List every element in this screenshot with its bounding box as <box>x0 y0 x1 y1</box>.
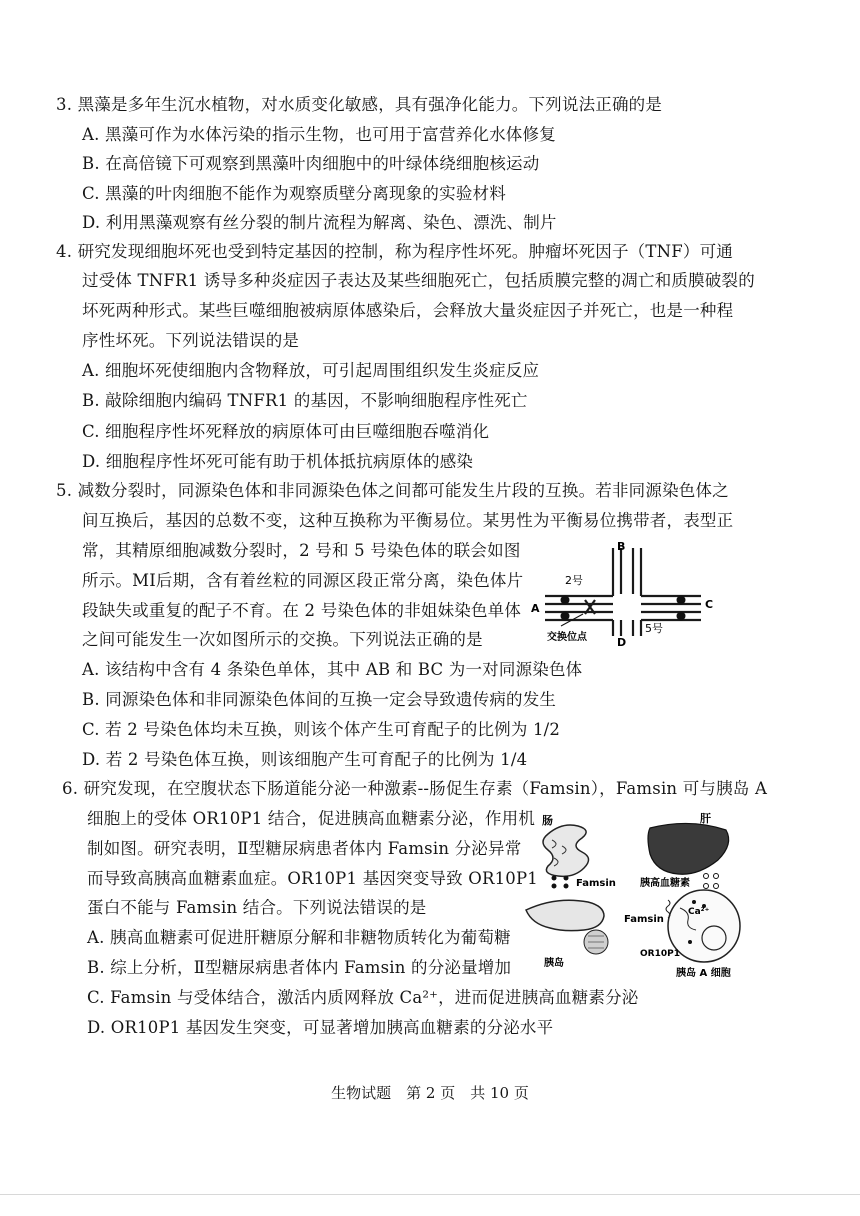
fig-label-chr2: 2号 <box>565 574 583 587</box>
q6-option-d: D. OR10P1 基因发生突变，可显著增加胰高血糖素的分泌水平 <box>87 1018 554 1037</box>
q5-option-a: A. 该结构中含有 4 条染色单体，其中 AB 和 BC 为一对同源染色体 <box>82 660 583 679</box>
bottom-divider <box>0 1194 860 1195</box>
q3-option-a: A. 黑藻可作为水体污染的指示生物，也可用于富营养化水体修复 <box>82 125 556 144</box>
glucagon-molecules <box>704 874 719 889</box>
fig-label-famsin-receptor-side: Famsin <box>624 914 664 925</box>
q6-stem-line4: 而导致高胰高血糖素血症。OR10P1 基因突变导致 OR10P1 <box>87 869 538 888</box>
q4-stem-line1: 4. 研究发现细胞坏死也受到特定基因的控制，称为程序性坏死。肿瘤坏死因子（TNF）可通 <box>56 242 733 261</box>
famsin-molecules <box>552 876 569 889</box>
q5-stem-line6: 之间可能发生一次如图所示的交换。下列说法正确的是 <box>82 630 483 649</box>
fig-label-b: B <box>617 540 626 553</box>
q4-option-a: A. 细胞坏死使细胞内含物释放，可引起周围组织发生炎症反应 <box>82 361 540 380</box>
fig-label-d: D <box>617 636 627 649</box>
fig-label-intestine: 肠 <box>542 814 553 827</box>
fig-label-a: A <box>531 602 540 615</box>
q6-stem-line3: 制如图。研究表明，Ⅱ型糖尿病患者体内 Famsin 分泌异常 <box>87 839 522 858</box>
q6-stem-line2: 细胞上的受体 OR10P1 结合，促进胰高血糖素分泌，作用机 <box>87 809 536 828</box>
q5-stem-line4: 所示。MI后期，含有着丝粒的同源区段正常分离，染色体片 <box>82 571 524 590</box>
q5-stem-line5: 段缺失或重复的配子不育。在 2 号染色体的非姐妹染色单体 <box>82 601 522 620</box>
fig-label-glucagon: 胰高血糖素 <box>640 878 690 889</box>
q5-stem-line1: 5. 减数分裂时，同源染色体和非同源染色体之间都可能发生片段的互换。若非同源染色体之 <box>56 481 729 500</box>
q3-option-d: D. 利用黑藻观察有丝分裂的制片流程为解离、染色、漂洗、制片 <box>82 213 557 232</box>
fig-label-alpha-cell: 胰岛 A 细胞 <box>676 968 731 979</box>
fig-label-c: C <box>705 598 714 611</box>
q5-stem-line2: 间互换后，基因的总数不变，这种互换称为平衡易位。某男性为平衡易位携带者，表型正 <box>82 511 734 530</box>
q4-option-b: B. 敲除细胞内编码 TNFR1 的基因，不影响细胞程序性死亡 <box>82 391 528 410</box>
q4-stem-line4: 序性坏死。下列说法错误的是 <box>82 331 300 350</box>
q5-option-d: D. 若 2 号染色体互换，则该细胞产生可育配子的比例为 1/4 <box>82 750 528 769</box>
fig-label-islet: 胰岛 <box>544 958 564 969</box>
page-footer: 生物试题 第 2 页 共 10 页 <box>331 1084 529 1102</box>
q6-option-a: A. 胰高血糖素可促进肝糖原分解和非糖物质转化为葡萄糖 <box>87 928 511 947</box>
fig-label-ca: Ca²⁺ <box>688 907 710 917</box>
q5-option-b: B. 同源染色体和非同源染色体间的互换一定会导致遗传病的发生 <box>82 690 557 709</box>
fig-label-crossover-site: 交换位点 <box>547 632 587 643</box>
fig-label-receptor: OR10P1 <box>640 949 680 959</box>
q6-stem-line1: 6. 研究发现，在空腹状态下肠道能分泌一种激素--肠促生存素（Famsin），Famsin 可与胰岛 A <box>62 779 768 798</box>
q6-option-b: B. 综上分析，Ⅱ型糖尿病患者体内 Famsin 的分泌量增加 <box>87 958 512 977</box>
q3-option-b: B. 在高倍镜下可观察到黑藻叶肉细胞中的叶绿体绕细胞核运动 <box>82 154 540 173</box>
q4-option-c: C. 细胞程序性坏死释放的病原体可由巨噬细胞吞噬消化 <box>82 422 490 441</box>
fig-label-liver: 肝 <box>700 812 711 825</box>
q6-stem-line5: 蛋白不能与 Famsin 结合。下列说法错误的是 <box>87 898 427 917</box>
chromosome-synapsis-figure <box>525 538 725 650</box>
q4-stem-line2: 过受体 TNFR1 诱导多种炎症因子表达及某些细胞死亡，包括质膜完整的凋亡和质膜破裂的 <box>82 271 755 290</box>
q3-stem: 3. 黑藻是多年生沉水植物，对水质变化敏感，具有强净化能力。下列说法正确的是 <box>56 95 663 114</box>
intestine-icon <box>543 825 589 876</box>
q5-option-c: C. 若 2 号染色体均未互换，则该个体产生可育配子的比例为 1/2 <box>82 720 561 739</box>
centromere-marks <box>561 596 686 621</box>
q4-option-d: D. 细胞程序性坏死可能有助于机体抵抗病原体的感染 <box>82 452 474 471</box>
q5-stem-line3: 常，其精原细胞减数分裂时，2 号和 5 号染色体的联会如图 <box>82 541 521 560</box>
fig-label-chr5: 5号 <box>645 622 663 635</box>
pancreas-icon <box>526 900 608 954</box>
q6-option-c: C. Famsin 与受体结合，激活内质网释放 Ca²⁺，进而促进胰高血糖素分泌 <box>87 988 639 1007</box>
q3-option-c: C. 黑藻的叶肉细胞不能作为观察质壁分离现象的实验材料 <box>82 184 506 203</box>
fig-label-famsin: Famsin <box>576 878 616 889</box>
famsin-mechanism-figure <box>518 806 748 986</box>
liver-icon <box>648 823 729 874</box>
q4-stem-line3: 坏死两种形式。某些巨噬细胞被病原体感染后，会释放大量炎症因子并死亡，也是一种程 <box>82 301 734 320</box>
